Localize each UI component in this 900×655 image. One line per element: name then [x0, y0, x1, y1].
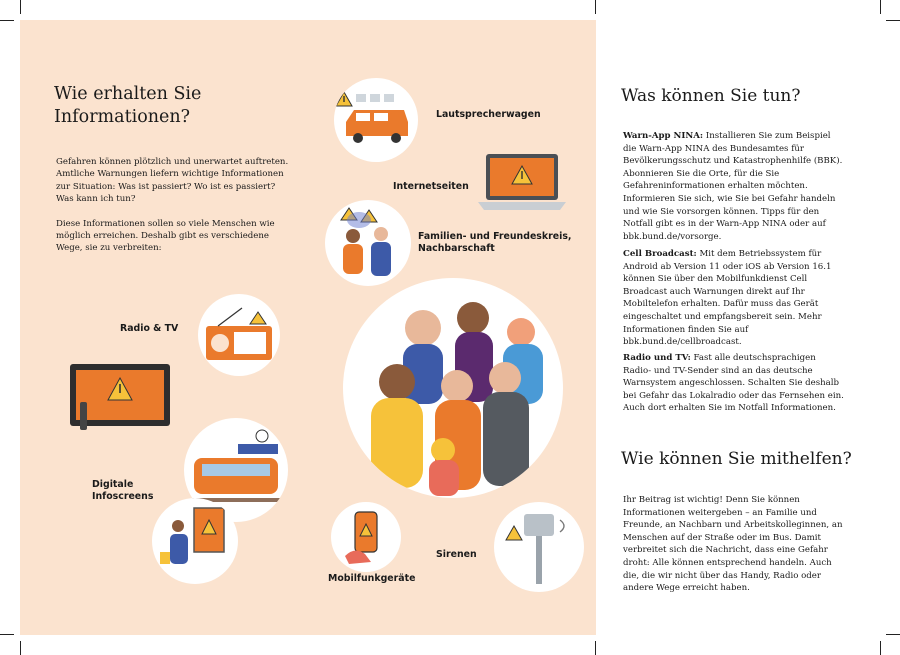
cell-broadcast-paragraph: [623, 248, 845, 349]
crop-mark: [0, 20, 14, 21]
crop-mark: [595, 641, 596, 655]
label-lautsprecherwagen: Lautsprecherwagen: [436, 109, 541, 120]
left-panel: [20, 20, 596, 635]
label-infoscreens: [92, 479, 153, 503]
right-heading-help: Wie können Sie mithelfen?: [621, 449, 852, 469]
crop-mark: [20, 641, 21, 655]
crop-mark: [20, 0, 21, 14]
crop-mark: [886, 20, 900, 21]
label-sirenen: Sirenen: [436, 549, 477, 560]
right-panel: [596, 20, 881, 635]
label-infoscreens-line1: Digitale: [92, 479, 134, 490]
label-familie-line2: Nachbarschaft: [418, 243, 495, 254]
help-paragraph: Ihr Beitrag ist wichtig! Denn Sie können Informationen weitergeben – an Familie und Freunde, an Nachbarn und Arbeitskolleginnen, an Menschen auf der Straße oder im Bus. Damit verbreitet sich die Nachricht, dass eine Gefahr droht: Alle können entsprechend handeln. Auch die, die wir nicht über das Handy, Radio oder andere Wege erreicht haben.: [623, 495, 843, 594]
right-heading-what-to-do: Was können Sie tun?: [621, 86, 801, 106]
label-infoscreens-line2: Infoscreens: [92, 491, 154, 502]
nina-text: Installieren Sie zum Beispiel die Warn-App NINA des Bundesamtes für Bevölkerungsschutz und Katastrophenhilfe (BBK). Abonnieren Sie die Orte, für die Sie Gefahreninformationen erhalten möchten. Informieren Sie sich, wie Sie bei Gefahr handeln und wie Sie vorsorgen können. Tipps für den Notfall gibt es in der Warn-App NINA oder auf bbk.bund.de/vorsorge.: [623, 131, 843, 242]
radio-tv-text: Fast alle deutschsprachigen Radio- und TV-Sender sind an das deutsche Warnsystem angeschlossen. Schalten Sie deshalb bei Gefahr das Lokalradio oder das Fernsehen ein. Auch dort erhalten Sie im Notfall Informationen.: [623, 353, 844, 414]
radio-tv-paragraph: [623, 352, 845, 415]
cell-broadcast-text: Mit dem Betriebssystem für Android ab Version 11 oder iOS ab Version 16.1 können Sie über den Mobilfunkdienst Cell Broadcast auch Warnungen direkt auf Ihr Mobiltelefon erhalten. Dafür muss das Gerät eingeschaltet und empfangsbereit sein. Mehr Informationen finden Sie auf bbk.bund.de/cellbroadcast.: [623, 249, 832, 348]
laptop-icon: [474, 152, 570, 214]
loudspeaker-van-icon: [334, 78, 418, 162]
label-familie-line1: Familien- und Freundeskreis,: [418, 231, 572, 242]
nina-title: Warn-App NINA:: [623, 131, 704, 141]
label-familie: [418, 231, 571, 255]
people-talking-icon: [325, 200, 411, 286]
label-radio-tv: Radio & TV: [120, 323, 179, 334]
radio-icon: [198, 294, 280, 376]
tv-icon: [68, 362, 172, 432]
crowd-icon: [343, 278, 563, 498]
left-heading-line2: Informationen?: [54, 107, 191, 127]
label-internetseiten: Internetseiten: [393, 181, 469, 192]
crop-mark: [886, 634, 900, 635]
label-mobilfunk: Mobilfunkgeräte: [328, 573, 416, 584]
radio-tv-title: Radio und TV:: [623, 353, 691, 363]
siren-icon: [494, 502, 584, 592]
intro-paragraph-2: Diese Informationen sollen so viele Menschen wie möglich erreichen. Deshalb gibt es verschiedene Wege, sie zu verbreiten:: [56, 218, 275, 254]
intro-paragraph-1: Gefahren können plötzlich und unerwartet auftreten. Amtliche Warnungen liefern wichtige Informationen zur Situation: Was ist passiert? Wo ist es passiert? Was kann ich tun?: [56, 157, 289, 205]
left-heading: [54, 83, 254, 129]
smartphone-icon: [331, 502, 401, 572]
nina-paragraph: [623, 130, 845, 243]
crop-mark: [595, 0, 596, 14]
left-heading-line1: Wie erhalten Sie: [54, 84, 202, 104]
cell-broadcast-title: Cell Broadcast:: [623, 249, 697, 259]
crop-mark: [880, 0, 881, 14]
crop-mark: [880, 641, 881, 655]
infoscreen-icon: [152, 498, 238, 584]
intro-text: [56, 156, 292, 267]
crop-mark: [0, 634, 14, 635]
